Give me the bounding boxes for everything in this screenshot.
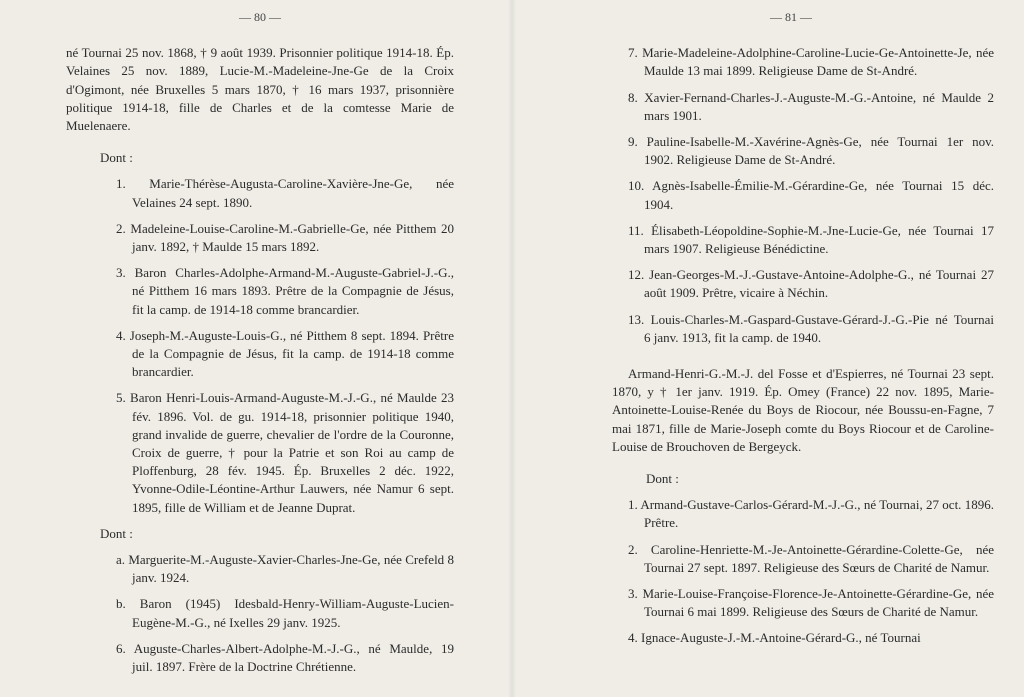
- sub-list-item: a. Marguerite-M.-Auguste-Xavier-Charles-Jne-Ge, née Crefeld 8 janv. 1924.: [116, 552, 454, 586]
- list-item: 4. Joseph-M.-Auguste-Louis-G., né Pitthem 8 sept. 1894. Prêtre de la Compagnie de Jésus, fit la camp. de 1914-18 comme brancardier.: [116, 327, 454, 380]
- page-number-right: — 81 —: [770, 10, 812, 24]
- right-page: [512, 0, 1024, 697]
- family-paragraph: Armand-Henri-G.-M.-J. del Fosse et d'Espierres, né Tournai 23 sept. 1870, y † 1er janv. 1919. Ép. Omey (France) 22 nov. 1895, Marie-Antoinette-Louise-Renée du Boys de Riocour, née Boussu-en-Fagne, 7 mai 1871, fille de Marie-Joseph comte du Boys Riocour et de Caroline-Louise de Brouchoven de Bergeyck.: [612, 366, 994, 454]
- sub-dont-label: Dont :: [100, 525, 133, 541]
- list-item: 7. Marie-Madeleine-Adolphine-Caroline-Lucie-Ge-Antoinette-Je, née Maulde 13 mai 1899. Religieuse Dame de St-André.: [628, 45, 994, 79]
- dont-label: Dont :: [100, 150, 133, 166]
- intro-paragraph: né Tournai 25 nov. 1868, † 9 août 1939. Prisonnier politique 1914-18. Ép. Velaines 25 nov. 1889, Lucie-M.-Madeleine-Jne-Ge de la Croix d'Ogimont, née Bruxelles 5 mars 1870, † 16 mars 1937, prisonnière politique 1914-18, fille de Charles et de la comtesse Marie de Muelenaere.: [66, 45, 454, 134]
- list-item: 3. Baron Charles-Adolphe-Armand-M.-Auguste-Gabriel-J.-G., né Pitthem 16 mars 1893. Prêtre de la Compagnie de Jésus, fit la camp. de 1914-18 comme brancardier.: [116, 265, 454, 317]
- list-item: 6. Auguste-Charles-Albert-Adolphe-M.-J.-G., né Maulde, 19 juil. 1897. Frère de la Doctrine Chrétienne.: [116, 640, 454, 675]
- child-item: 1. Armand-Gustave-Carlos-Gérard-M.-J.-G., né Tournai, 27 oct. 1896. Prêtre.: [628, 497, 994, 531]
- list-item: 13. Louis-Charles-M.-Gaspard-Gustave-Gérard-J.-G.-Pie né Tournai 6 janv. 1913, fit la camp. de 1940.: [628, 311, 994, 345]
- list-item: 2. Madeleine-Louise-Caroline-M.-Gabrielle-Ge, née Pitthem 20 janv. 1892, † Maulde 15 mars 1892.: [116, 220, 454, 255]
- dont-label: Dont :: [646, 471, 679, 487]
- list-item: 10. Agnès-Isabelle-Émilie-M.-Gérardine-Ge, née Tournai 15 déc. 1904.: [628, 178, 994, 212]
- child-item: 2. Caroline-Henriette-M.-Je-Antoinette-Gérardine-Colette-Ge, née Tournai 27 sept. 1897. Religieuse des Sœurs de Charité de Namur.: [628, 541, 994, 575]
- list-item: 5. Baron Henri-Louis-Armand-Auguste-M.-J.-G., né Maulde 23 fév. 1896. Vol. de gu. 1914-18, prisonnier politique 1940, grand invalide de guerre, chevalier de l'ordre de la Couronne, Croix de guerre, † pour la Patrie et son Roi au camp de Ploffenburg, 28 fév. 1945. Ép. Bruxelles 2 déc. 1922, Yvonne-Odile-Léontine-Arthur Lauwers, née Namur 6 sept. 1895, fille de William et de Jeanne Duprat.: [116, 390, 454, 515]
- list-item: 12. Jean-Georges-M.-J.-Gustave-Antoine-Adolphe-G., né Tournai 27 août 1909. Prêtre, vicaire à Néchin.: [628, 267, 994, 301]
- list-item: 8. Xavier-Fernand-Charles-J.-Auguste-M.-G.-Antoine, né Maulde 2 mars 1901.: [628, 89, 994, 123]
- list-item: 1. Marie-Thérèse-Augusta-Caroline-Xavière-Jne-Ge, née Velaines 24 sept. 1890.: [116, 176, 454, 210]
- child-item: 4. Ignace-Auguste-J.-M.-Antoine-Gérard-G., né Tournai: [628, 630, 921, 646]
- list-item: 9. Pauline-Isabelle-M.-Xavérine-Agnès-Ge, née Tournai 1er nov. 1902. Religieuse Dame de St-André.: [628, 134, 994, 168]
- page-number-left: — 80 —: [239, 10, 281, 24]
- sub-list-item: b. Baron (1945) Idesbald-Henry-William-Auguste-Lucien-Eugène-M.-G., né Ixelles 29 janv. 1925.: [116, 596, 454, 630]
- child-item: 3. Marie-Louise-Françoise-Florence-Je-Antoinette-Gérardine-Ge, née Tournai 6 mai 1899. Religieuse des Sœurs de Charité de Namur.: [628, 586, 994, 620]
- list-item: 11. Élisabeth-Léopoldine-Sophie-M.-Jne-Lucie-Ge, née Tournai 17 mars 1907. Religieuse Bénédictine.: [628, 222, 994, 257]
